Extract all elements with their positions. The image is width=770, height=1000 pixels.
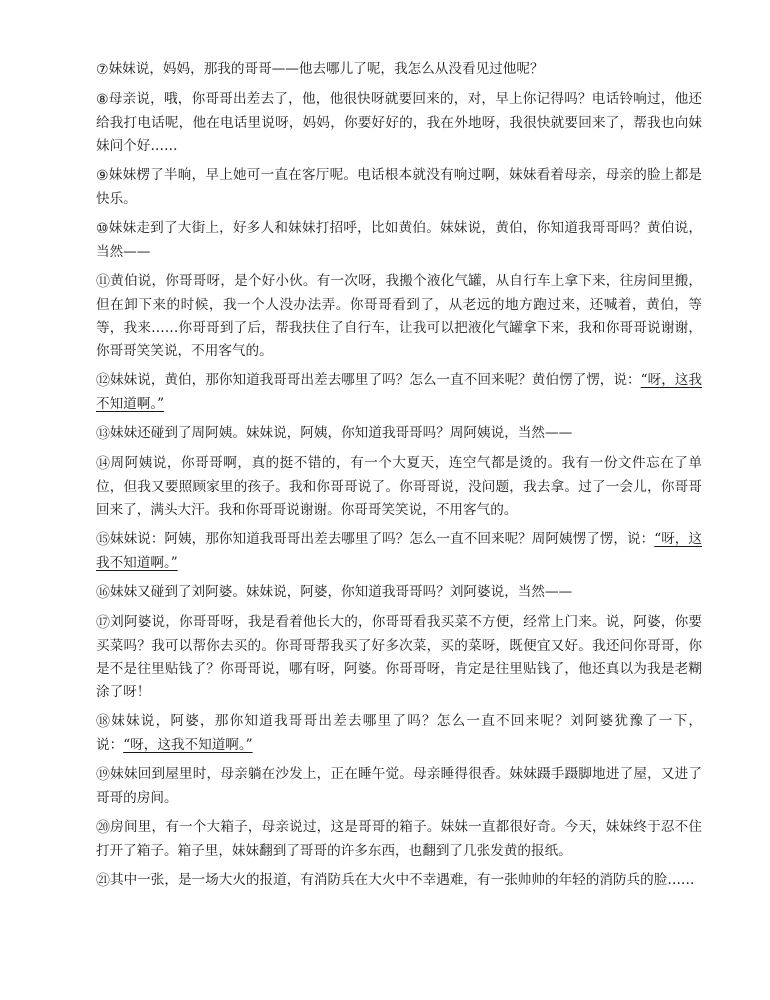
paragraph-number: ⑬ (96, 426, 110, 442)
paragraph-text: 妹妹走到了大街上，好多人和妹妹打招呼，比如黄伯。妹妹说，黄伯，你知道我哥哥吗？黄伯说，当然—— (96, 220, 702, 260)
paragraph-number: ⑳ (96, 820, 110, 836)
paragraph-text: 房间里，有一个大箱子，母亲说过，这是哥哥的箱子。妹妹一直都很好奇。今天，妹妹终于忍不住打开了箱子。箱子里，妹妹翻到了哥哥的许多东西，也翻到了几张发黄的报纸。 (96, 819, 702, 859)
paragraph-14 (96, 452, 702, 522)
paragraph-text: 周阿姨说，你哥哥啊，真的挺不错的，有一个大夏天，连空气都是烫的。我有一份文件忘在了单位，但我又要照顾家里的孩子。我和你哥哥说了。你哥哥说，没问题，我去拿。过了一会儿，你哥哥回来了，满头大汗。我和你哥哥说谢谢。你哥哥笑笑说，不用客气的。 (96, 455, 702, 518)
paragraph-15 (96, 528, 702, 575)
paragraph-21 (96, 869, 702, 893)
paragraph-text: 母亲说，哦，你哥哥出差去了，他，他很快呀就要回来的，对，早上你记得吗？电话铃响过，他还给我打电话呢，他在电话里说呀，妈妈，你要好好的，我在外地呀，我很快就要回来了，帮我也向妹妹问个好…… (96, 91, 702, 154)
paragraph-text: 妹妹回到屋里时，母亲躺在沙发上，正在睡午觉。母亲睡得很香。妹妹蹑手蹑脚地进了屋，又进了哥哥的房间。 (96, 766, 702, 806)
paragraph-16 (96, 581, 702, 605)
paragraph-text: 其中一张，是一场大火的报道，有消防兵在大火中不幸遇难，有一张帅帅的年轻的消防兵的脸…… (110, 872, 695, 888)
paragraph-17 (96, 611, 702, 704)
paragraph-number: ⑭ (96, 456, 110, 472)
paragraph-10 (96, 217, 702, 264)
underlined-quote: “呀，这我不知道啊。” (96, 531, 703, 571)
paragraph-text: 妹妹楞了半晌，早上她可一直在客厅呢。电话根本就没有响过啊，妹妹看着母亲，母亲的脸上都是快乐。 (96, 167, 702, 207)
paragraph-text: 妹妹又碰到了刘阿婆。妹妹说，阿婆，你知道我哥哥吗？刘阿婆说，当然—— (110, 584, 573, 600)
underlined-quote: “呀，这我不知道啊。” (96, 372, 702, 412)
paragraph-text: 黄伯说，你哥哥呀，是个好小伙。有一次呀，我搬个液化气罐，从自行车上拿下来，往房间里搬，但在卸下来的时候，我一个人没办法弄。你哥哥看到了，从老远的地方跑过来，还喊着，黄伯，等等，我来……你哥哥到了后，帮我扶住了自行车，让我可以把液化气罐拿下来，我和你哥哥说谢谢，你哥哥笑笑说，不用客气的。 (96, 273, 702, 359)
paragraph-number: ⑫ (96, 373, 110, 389)
paragraph-number: ⑦ (96, 62, 109, 78)
paragraph-8 (96, 88, 702, 158)
paragraph-18 (96, 710, 702, 757)
paragraph-number: ⑮ (96, 532, 110, 548)
paragraph-20 (96, 816, 702, 863)
paragraph-text: 妹妹说：阿姨，那你知道我哥哥出差去哪里了吗？怎么一直不回来呢？周阿姨愣了愣，说： (110, 531, 655, 547)
paragraph-number: ⑲ (96, 767, 110, 783)
paragraph-text: 妹妹说，黄伯，那你知道我哥哥出差去哪里了吗？怎么一直不回来呢？黄伯愣了愣，说： (110, 372, 641, 388)
paragraph-7 (96, 58, 702, 82)
paragraph-number: ⑪ (96, 274, 110, 290)
underlined-quote: “呀，这我不知道啊。” (123, 737, 253, 753)
paragraph-13 (96, 422, 702, 446)
paragraph-9 (96, 164, 702, 211)
paragraph-text: 妹妹说，妈妈，那我的哥哥——他去哪儿了呢，我怎么从没看见过他呢？ (108, 61, 544, 77)
paragraph-number: ⑩ (96, 221, 109, 237)
paragraph-number: ⑯ (96, 585, 110, 601)
paragraph-19 (96, 763, 702, 810)
paragraph-text: 妹妹还碰到了周阿姨。妹妹说，阿姨，你知道我哥哥吗？周阿姨说，当然—— (110, 425, 573, 441)
paragraph-12 (96, 369, 702, 416)
paragraph-number: ⑱ (96, 714, 110, 730)
paragraph-number: ⑰ (96, 615, 110, 631)
paragraph-number: ⑧ (96, 92, 109, 108)
document-page (96, 58, 702, 899)
paragraph-11 (96, 270, 702, 363)
paragraph-text: 妹妹说，阿婆，那你知道我哥哥出差去哪里了吗？怎么一直不回来呢？刘阿婆犹豫了一下，说： (96, 713, 702, 753)
paragraph-number: ⑨ (96, 168, 109, 184)
paragraph-number: ㉑ (96, 873, 110, 889)
paragraph-text: 刘阿婆说，你哥哥呀，我是看着他长大的，你哥哥看我买菜不方便，经常上门来。说，阿婆，你要买菜吗？我可以帮你去买的。你哥哥帮我买了好多次菜，买的菜呀，既便宜又好。我还问你哥哥，你是不是往里贴钱了？你哥哥说，哪有呀，阿婆。你哥哥呀，肯定是往里贴钱了，他还真以为我是老糊涂了呀！ (96, 614, 702, 700)
